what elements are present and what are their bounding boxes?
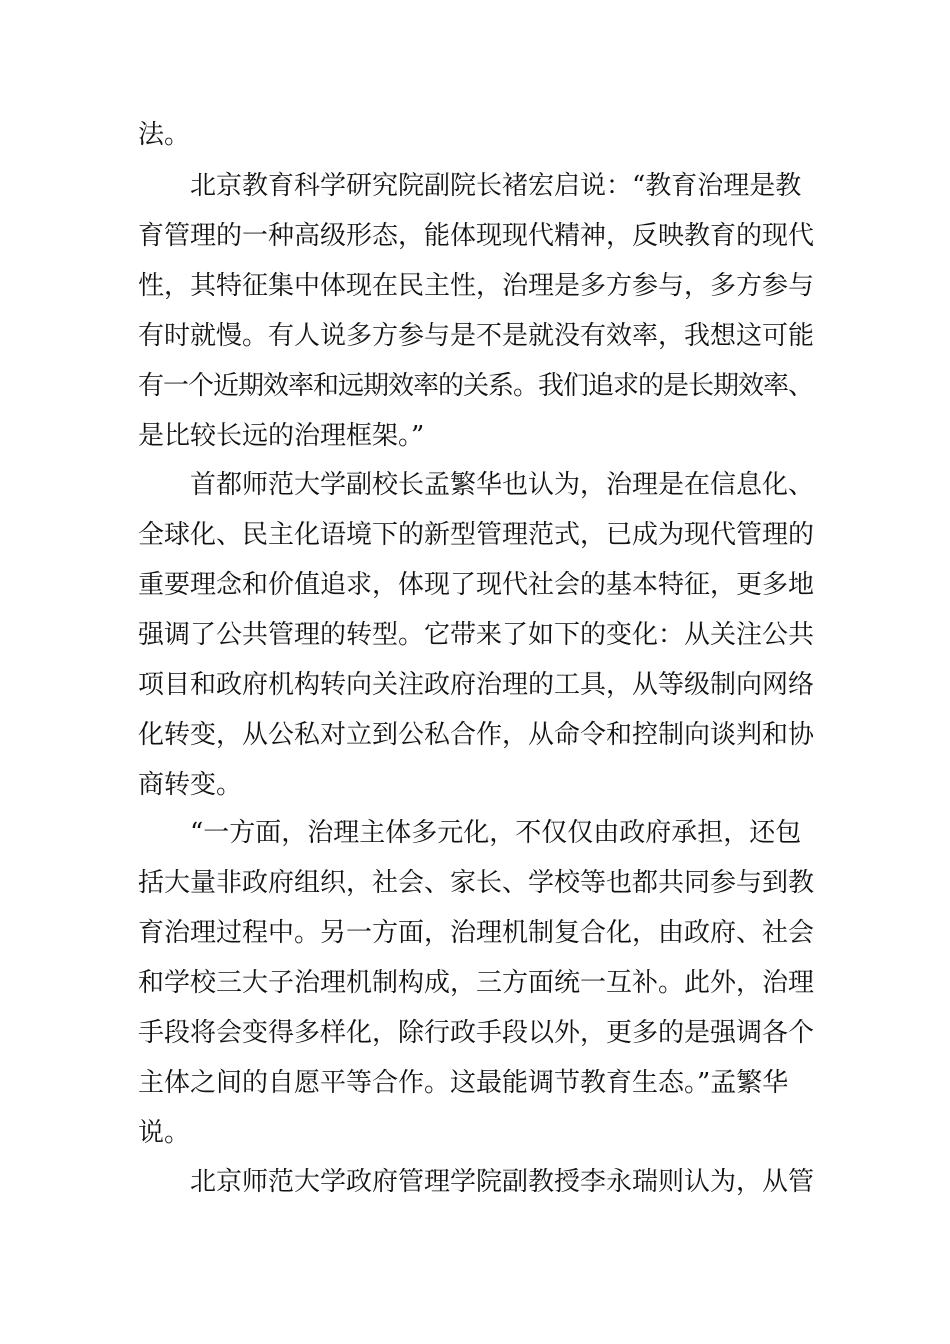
text-line: 主体之间的自愿平等合作。这最能调节教育生态。”孟繁华 xyxy=(138,1068,789,1098)
text-line: 项目和政府机构转向关注政府治理的工具，从等级制向网络 xyxy=(138,670,815,700)
paragraph-start-line: 北京师范大学政府管理学院副教授李永瑞则认为，从管 xyxy=(190,1167,815,1197)
text-line: 说。 xyxy=(138,1118,191,1148)
text-line: 全球化、民主化语境下的新型管理范式，已成为现代管理的 xyxy=(138,520,815,550)
text-line: 有时就慢。有人说多方参与是不是就没有效率，我想这可能 xyxy=(138,321,815,351)
paragraph-start-line: 首都师范大学副校长孟繁华也认为，治理是在信息化、 xyxy=(190,470,815,500)
text-line: 有一个近期效率和远期效率的关系。我们追求的是长期效率、 xyxy=(138,371,814,401)
text-line: 法。 xyxy=(138,120,191,150)
text-line: 手段将会变得多样化，除行政手段以外，更多的是强调各个 xyxy=(138,1018,815,1048)
text-line: 重要理念和价值追求，体现了现代社会的基本特征，更多地 xyxy=(138,570,815,600)
text-line: 商转变。 xyxy=(138,770,243,800)
text-line: 育治理过程中。另一方面，治理机制复合化，由政府、社会 xyxy=(138,918,815,948)
text-line: 强调了公共管理的转型。它带来了如下的变化：从关注公共 xyxy=(138,620,815,650)
text-line: 化转变，从公私对立到公私合作，从命令和控制向谈判和协 xyxy=(138,720,815,750)
text-line: 育管理的一种高级形态，能体现现代精神，反映教育的现代 xyxy=(138,221,815,251)
text-line: 性，其特征集中体现在民主性，治理是多方参与，多方参与 xyxy=(138,271,815,301)
text-line: 括大量非政府组织，社会、家长、学校等也都共同参与到教 xyxy=(138,868,815,898)
text-line: 和学校三大子治理机制构成，三方面统一互补。此外，治理 xyxy=(138,968,815,998)
text-line: 是比较长远的治理框架。” xyxy=(138,421,425,451)
paragraph-start-line: 北京教育科学研究院副院长褚宏启说：“教育治理是教 xyxy=(190,171,802,201)
paragraph-start-line: “一方面，治理主体多元化，不仅仅由政府承担，还包 xyxy=(190,818,802,848)
